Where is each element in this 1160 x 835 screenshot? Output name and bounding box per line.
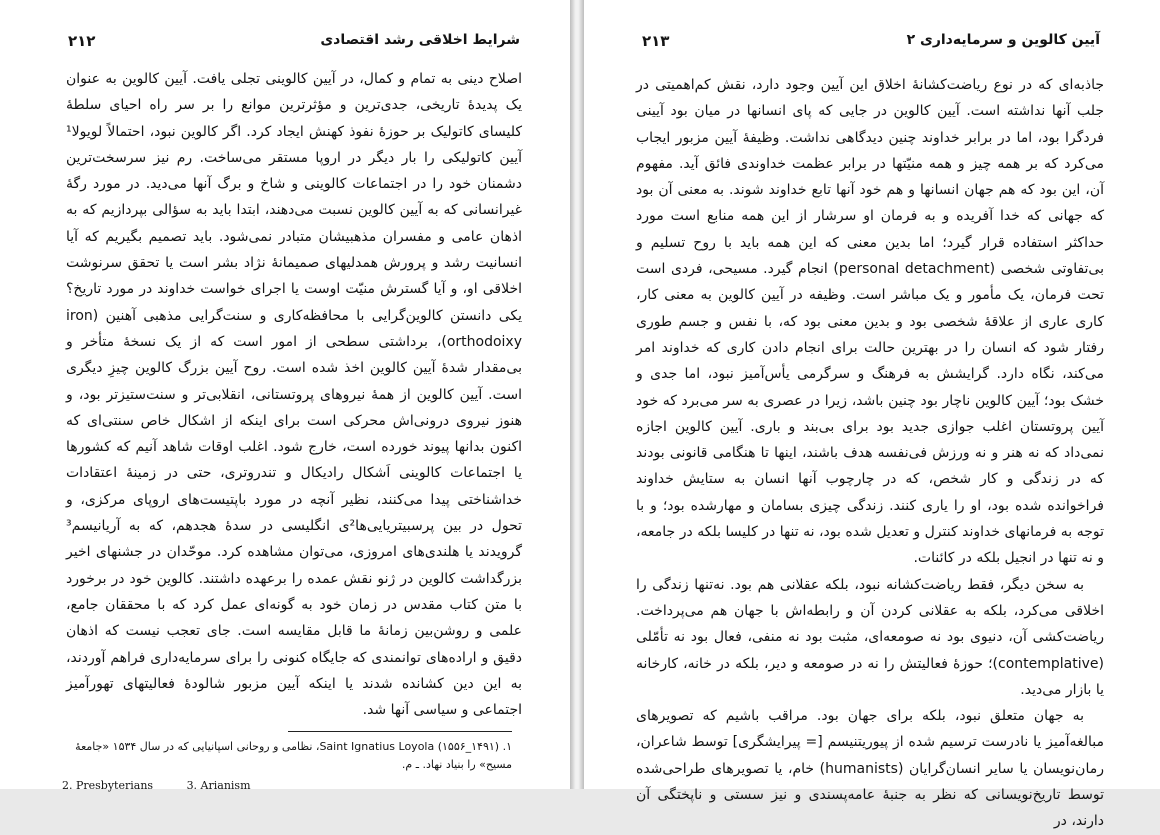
left-page-header [68, 32, 520, 56]
right-page [584, 0, 1160, 830]
footnote-divider [288, 731, 512, 732]
paragraph: به سخن دیگر، فقط ریاضت‌کشانه نبود، بلکه عقلانی هم بود. نه‌تنها زندگی را اخلاقی می‌کرد، بلکه به عقلانی کردن آن و رابطه‌اش با جهان هم می‌پرداخت. ریاضت‌کشی آن، دنیوی بود نه صومعه‌ای، مثبت بود نه منفی، فعال بود نه تأمّلی (contemplative)؛ حوزهٔ فعالیتش را نه در صومعه و دیر، بلکه در خانه، کارخانه یا بازار می‌دید. [636, 576, 1104, 698]
footnote-refs [62, 779, 281, 792]
footnote: ۱. Saint Ignatius Loyola (۱۵۵۶_۱۴۹۱)، نظامی و روحانی اسپانیایی که در سال ۱۵۳۴ «جامعهٔ مسیح» را بنیاد نهاد. ـ م. [75, 740, 512, 771]
paragraph: جاذبه‌ای که در نوع ریاضت‌کشانهٔ اخلاق این آیین وجود دارد، نقش کم‌اهمیتی در جلب آنها نداشته است. آیین کالوین در جایی که پای انسانها در میان بود آیینی فردگرا بود، اما در برابر خداوند چنین دیدگاهی نداشت. وظیفهٔ آیین مزبور ایجاب می‌کرد که بر همه چیز و همه منیّتها در برابر عظمت خداوندی فائق آید. مفهوم آن، این بود که هم جهان انسانها و هم خود آنها تابع خداوند شوند. به معنی آن بود که جهانی که خدا آفریده و به فرمان او سرشار از این همه منابع است مورد حداکثر استفاده قرار گیرد؛ اما بدین معنی که این همه باید با روح تسلیم و بی‌تفاوتی شخصی (personal detachment) انجام گیرد. مسیحی، فردی است تحت فرمان، یک مأمور و یک مباشر است. وظیفه در آیین کالوین به معنی کار، کاری عاری از علاقهٔ شخصی بود و بدین معنی بود که، با نفس و جسم طوری رفتار شود که انسان را در بهترین حالت برای انجام دادن کاری که خداوند امر می‌کند، نگاه دارد. گرایشش به فرهنگ و سرگرمی یأس‌آمیز نبود، اما جدی و خشک بود؛ آیین کالوین ناچار بود چنین باشد، زیرا در عصری به سر می‌برد که خود آیین پروتستان اغلب جوازی جدید بود برای بی‌بند و باری. آیین کالوین اجازه نمی‌داد که نه هنر و نه ورزش فی‌نفسه هدف باشند، اینها تا هنگامی قانونی بودند که در زندگی و کار شخص، که در چارچوب آنها انسان به ستایش خداوند فراخوانده شده بود، او را یاری کنند. زندگی چیزی بسامان و مهارشده بود؛ و با توجه به فرمانهای خداوند کنترل و تعدیل شده بود، نه تنها در کلیسا بلکه در جامعه، و نه تنها در انجیل بلکه در کائنات. [636, 77, 1104, 567]
page-number: ۲۱۳ [642, 32, 670, 50]
body-text [66, 66, 522, 723]
left-page [0, 0, 570, 792]
paragraph: به جهان متعلق نبود، بلکه برای جهان بود. مراقب باشیم که تصویرهای مبالغه‌آمیز یا نادرست ترسیم شده از پیوریتنیسم [= پیرایشگری] توسط شاعران، رمان‌نویسان یا سایر انسان‌گرایان (humanists) خام، یا تصویرهای طراحی‌شده توسط تاریخ‌نویسانی که نظر به جنبهٔ عامه‌پسندی و نیز سستی و ناپختگی آن دارند، در [636, 708, 1104, 830]
body-text [636, 72, 1104, 835]
footnote-ref: 3. Arianism [186, 779, 251, 792]
book-gutter [570, 0, 584, 789]
page-number: ۲۱۲ [68, 32, 96, 50]
running-title: آیین کالوین و سرمایه‌داری ۲ [906, 32, 1100, 48]
footnote-ref: 2. Presbyterians [62, 779, 154, 792]
paragraph: اصلاح دینی به تمام و کمال، در آیین کالوینی تجلی یافت. آیین کالوین به عنوان یک پدیدهٔ تاریخی، جدی‌ترین و مؤثرترین موانع را بر سر راه احیای سلطهٔ کلیسای کاتولیک بر حوزهٔ نفوذ کهنش ایجاد کرد. اگر کالوین نبود، احتمالاً لویولا¹ آیین کاتولیکی را بار دیگر در اروپا مستقر می‌ساخت. رم نیز سرسخت‌ترین دشمنان خود را در اجتماعات کالوینی و شاخ و برگ آنها می‌دید. در مورد رگهٔ غیرانسانی که به آیین کالوین نسبت می‌دهند، ابتدا باید به سؤالی بپردازیم که به اذهان عامی و مفسران مذهبیشان متبادر نمی‌شود. باید تصمیم بگیریم که آیا انسانیت رشد و پرورش همدلیهای صمیمانهٔ نژاد بشر است یا تحقق سرنوشت اخلاقی او، و آیا گسترش منیّت اوست یا اجرای خواست خداوند در مورد تاریخ؟ یکی دانستن کالوین‌گرایی با محافظه‌کاری و سنت‌گرایی مذهبی آهنین (iron orthodoixy)، برداشتی سطحی از امور است که از یک نسخهٔ متأخر و بی‌مقدار شدهٔ آیین کالوین اخذ شده است. روح آیین بزرگ کالوین چیزِ دیگری است. آیین کالوین از همهٔ نیروهای پروتستانی، انقلابی‌تر و سنت‌ستیزتر بود، و هنوز نیروی درونی‌اش محرکی است برای اینکه از اشکال خاص سنتی‌ای که اکنون بدانها پیوند خورده است، خارج شود. اغلب اوقات شاهد آنیم که کشورها یا اجتماعات کالوینی اَشکال رادیکال و تندروتری، حتی در زمینهٔ اعتقادات خداشناختی پیدا می‌کنند، نظیر آنچه در مورد باپتیست‌های اروپای مرکزی، و تحول در بین پرسبیتریایی‌ها²ی انگلیسی در سدهٔ هجدهم، که به آریانیسم³ گرویدند یا هلندی‌های امروزی، می‌توان مشاهده کرد. موحّدان در جشنهای اخیر بزرگداشت کالوین در ژنو نقش عمده را برعهده داشتند. کالوین خود در برخورد با متن کتاب مقدس در زمان خود به گونه‌ای عمل کرد که با محققان جامع، علمی و روشن‌بین زمانهٔ ما قابل مقایسه است. جای تعجب نیست که اذهان دقیق و اراده‌های توانمندی که جایگاه کنونی را برای سرمایه‌داری فراهم آوردند، به این دین کشانده شدند یا اینکه آیین مزبور شالودهٔ فعالیتهای تهورآمیز اجتماعی و سیاسی آنها شد. [66, 71, 522, 719]
running-title: شرایط اخلاقی رشد اقتصادی [320, 32, 520, 48]
right-page-header [642, 32, 1100, 56]
